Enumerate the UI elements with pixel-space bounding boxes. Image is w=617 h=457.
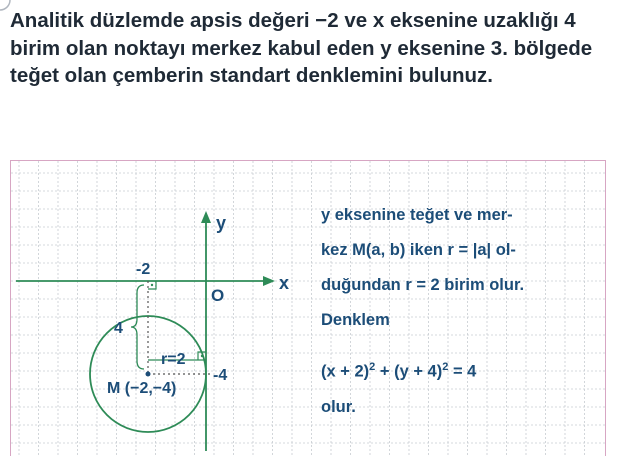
y-axis-label: y	[216, 213, 227, 233]
coordinate-figure	[11, 161, 607, 457]
equation-exponent-2: 2	[442, 361, 449, 373]
x-axis-arrow-icon	[263, 276, 275, 286]
distance-label: 4	[114, 320, 123, 337]
equation-term-1: (x + 2)	[321, 362, 370, 381]
radius-label: r=2	[161, 351, 186, 368]
question-text: Analitik düzlemde apsis değeri −2 ve x eksenine uzaklığı 4 birim olan noktayı merkez kabul eden y eksenine 3. bölgede teğet olan çemberin standart denklemini bulunuz.	[10, 9, 593, 87]
solution-panel	[10, 160, 606, 456]
tangent-right-angle-dot	[201, 355, 203, 357]
x-axis-label: x	[279, 273, 290, 293]
x-tick-label: -2	[136, 261, 151, 278]
solution-line-2: kez M(a, b) iken r = |a| ol-	[321, 241, 516, 259]
right-angle-dot	[151, 284, 153, 286]
equation-term-2: + (y + 4)	[375, 362, 443, 381]
y-axis-arrow-icon	[201, 211, 211, 223]
circle-equation	[321, 361, 476, 382]
equation-exponent-1: 2	[369, 361, 376, 373]
solution-end: olur.	[321, 398, 356, 416]
solution-line-4: Denklem	[321, 311, 390, 329]
solution-line-1: y eksenine teğet ve mer-	[321, 206, 513, 224]
solution-line-3: duğundan r = 2 birim olur.	[321, 276, 525, 294]
center-point	[146, 372, 151, 377]
origin-label: O	[211, 286, 225, 305]
center-label: M (−2,−4)	[107, 380, 177, 397]
distance-brace	[131, 285, 144, 369]
dashed-grid	[11, 161, 607, 457]
equation-rhs: = 4	[448, 362, 477, 381]
y-tick-label: -4	[213, 367, 228, 384]
